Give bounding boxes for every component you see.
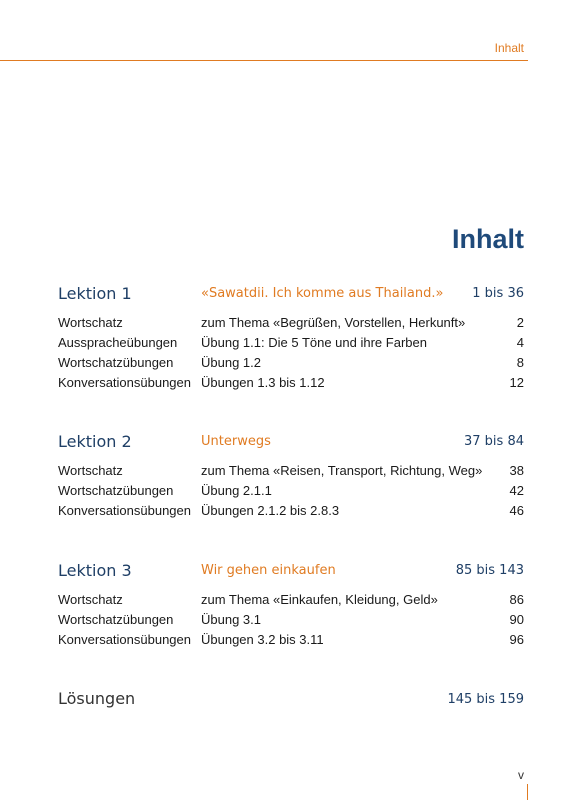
entry-category: Konversationsübungen xyxy=(58,503,191,518)
entry-description: Übung 1.1: Die 5 Töne und ihre Farben xyxy=(201,335,427,350)
lesson-header xyxy=(58,561,524,583)
entry-description: zum Thema «Einkaufen, Kleidung, Geld» xyxy=(201,592,438,607)
toc-entry xyxy=(58,632,524,652)
entry-page: 96 xyxy=(509,632,524,647)
entry-description: Übungen 3.2 bis 3.11 xyxy=(201,632,324,647)
toc-entry xyxy=(58,355,524,375)
lesson-entries xyxy=(58,463,524,523)
entry-page: 4 xyxy=(516,335,524,350)
entry-category: Ausspracheübungen xyxy=(58,335,178,350)
entry-description: zum Thema «Reisen, Transport, Richtung, Weg» xyxy=(201,463,483,478)
lesson-page-range: 37 bis 84 xyxy=(464,434,524,449)
entry-page: 2 xyxy=(516,315,524,330)
entry-page: 86 xyxy=(509,592,524,607)
entry-description: Übung 1.2 xyxy=(201,355,261,370)
entry-page: 38 xyxy=(509,463,524,478)
toc-entry xyxy=(58,335,524,355)
entry-description: Übungen 2.1.2 bis 2.8.3 xyxy=(201,503,340,518)
page-number: v xyxy=(518,768,524,782)
entry-category: Konversationsübungen xyxy=(58,375,191,390)
solutions-title: Lösungen xyxy=(58,689,136,708)
footer-rule xyxy=(527,784,528,800)
lesson-entries xyxy=(58,315,524,395)
entry-page: 8 xyxy=(516,355,524,370)
entry-page: 12 xyxy=(509,375,524,390)
entry-description: zum Thema «Begrüßen, Vorstellen, Herkunft» xyxy=(201,315,466,330)
entry-description: Übung 3.1 xyxy=(201,612,261,627)
entry-category: Wortschatzübungen xyxy=(58,612,174,627)
entry-page: 46 xyxy=(509,503,524,518)
toc-entry xyxy=(58,463,524,483)
lesson-topic: «Sawatdii. Ich komme aus Thailand.» xyxy=(201,286,444,301)
lesson-name: Lektion 1 xyxy=(58,284,132,303)
entry-category: Konversationsübungen xyxy=(58,632,191,647)
lesson-2 xyxy=(58,432,524,523)
lesson-page-range: 85 bis 143 xyxy=(455,563,524,578)
lesson-3 xyxy=(58,561,524,652)
entry-category: Wortschatzübungen xyxy=(58,483,174,498)
lesson-page-range: 1 bis 36 xyxy=(472,286,524,301)
solutions-row xyxy=(58,689,524,711)
toc-entry xyxy=(58,592,524,612)
lesson-header xyxy=(58,432,524,454)
lesson-topic: Unterwegs xyxy=(201,434,271,449)
entry-category: Wortschatz xyxy=(58,463,123,478)
toc-entry xyxy=(58,375,524,395)
toc-entry xyxy=(58,612,524,632)
lesson-entries xyxy=(58,592,524,652)
entry-description: Übungen 1.3 bis 1.12 xyxy=(201,375,325,390)
toc-entry xyxy=(58,315,524,335)
page-title: Inhalt xyxy=(452,224,524,254)
solutions-page-range: 145 bis 159 xyxy=(447,692,524,707)
lesson-1 xyxy=(58,284,524,395)
toc-entry xyxy=(58,503,524,523)
toc-entry xyxy=(58,483,524,503)
lesson-name: Lektion 3 xyxy=(58,561,132,580)
entry-page: 42 xyxy=(509,483,524,498)
entry-category: Wortschatz xyxy=(58,592,123,607)
header-rule xyxy=(0,60,528,61)
lesson-header xyxy=(58,284,524,306)
entry-description: Übung 2.1.1 xyxy=(201,483,272,498)
running-header: Inhalt xyxy=(494,41,524,55)
lesson-topic: Wir gehen einkaufen xyxy=(201,563,336,578)
entry-category: Wortschatzübungen xyxy=(58,355,174,370)
lesson-name: Lektion 2 xyxy=(58,432,132,451)
entry-category: Wortschatz xyxy=(58,315,123,330)
entry-page: 90 xyxy=(509,612,524,627)
